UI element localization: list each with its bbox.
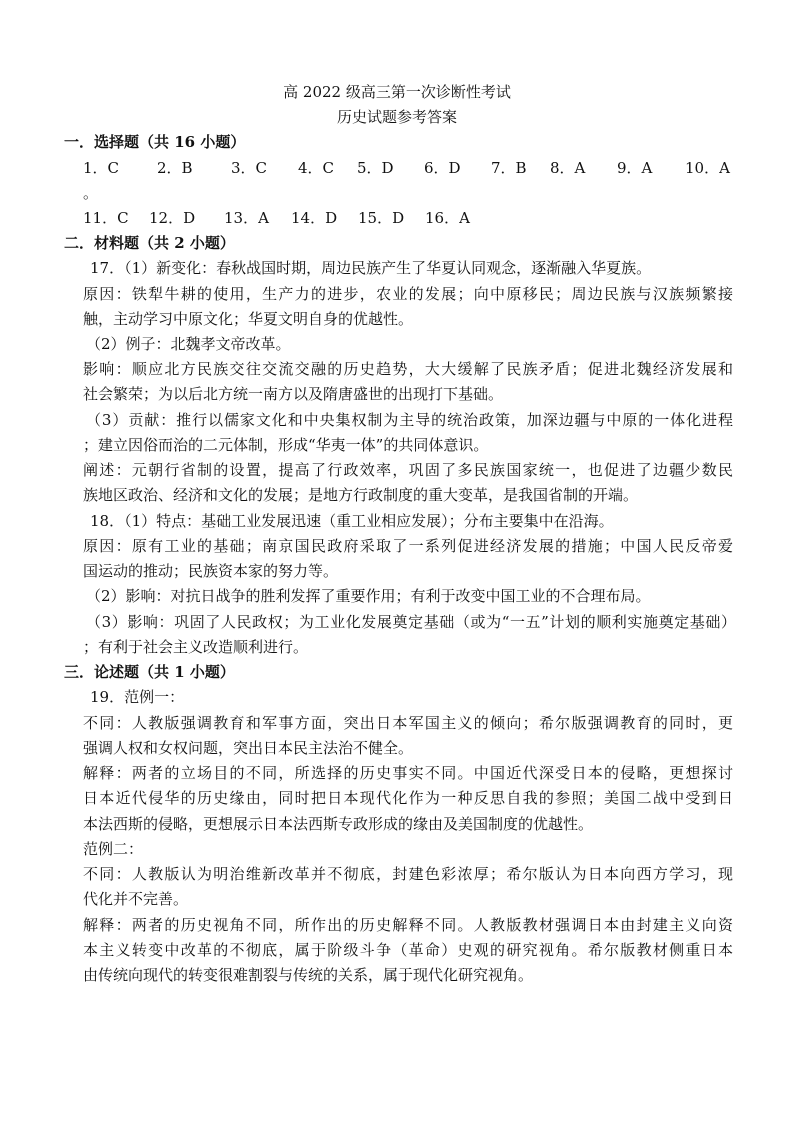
mc-answer: 10．A <box>685 159 730 177</box>
mc-answer: 6．D <box>424 159 461 177</box>
answer-line: ；有利于社会主义改造顺利进行。 <box>83 638 309 656</box>
answer-line: 解释：两者的历史视角不同，所作出的历史解释不同。人教版教材强调日本由封建主义向资 <box>83 916 733 934</box>
answer-line: （2）例子：北魏孝文帝改革。 <box>86 335 291 353</box>
section-heading-material: 二．材料题（共 2 小题） <box>64 234 235 252</box>
answer-line: 17．（1）新变化：春秋战国时期，周边民族产生了华夏认同观念，逐渐融入华夏族。 <box>90 259 652 277</box>
answer-line: 不同：人教版认为明治维新改革并不彻底，封建色彩浓厚；希尔版认为日本向西方学习，现 <box>83 865 733 883</box>
answer-line: 原因：铁犁牛耕的使用，生产力的进步，农业的发展；向中原移民；周边民族与汉族频繁接 <box>83 285 733 303</box>
answer-line: 范例二： <box>83 840 144 858</box>
section-heading-multiple-choice: 一．选择题（共 16 小题） <box>64 133 246 151</box>
answer-line: 社会繁荣；为以后北方统一南方以及隋唐盛世的出现打下基础。 <box>83 385 504 403</box>
mc-answer: 5．D <box>357 159 394 177</box>
page-title: 高 2022 级高三第一次诊断性考试 <box>283 83 511 101</box>
mc-answer: 3．C <box>231 159 268 177</box>
answer-line: 18．（1）特点：基础工业发展迅速（重工业相应发展）；分布主要集中在沿海。 <box>90 512 614 530</box>
section-heading-essay: 三．论述题（共 1 小题） <box>64 663 235 681</box>
page-subtitle: 历史试题参考答案 <box>336 108 457 126</box>
answer-line: 日本近代侵华的历史缘由，同时把日本现代化作为一种反思自我的参照；美国二战中受到日 <box>83 789 733 807</box>
mc-answer: 14．D <box>291 209 338 227</box>
answer-line: （2）影响：对抗日战争的胜利发挥了重要作用；有利于改变中国工业的不合理布局。 <box>86 587 651 605</box>
answer-line: （3）影响：巩固了人民政权；为工业化发展奠定基础（或为“一五”计划的顺利实施奠定基础） <box>86 613 736 631</box>
answer-line: （3）贡献：推行以儒家文化和中央集权制为主导的统治政策，加深边疆与中原的一体化进程 <box>86 411 733 429</box>
answer-line: ；建立因俗而治的二元体制，形成“华夷一体”的共同体意识。 <box>83 436 489 454</box>
answer-line: 解释：两者的立场目的不同，所选择的历史事实不同。中国近代深受日本的侵略，更想探讨 <box>83 764 733 782</box>
answer-line: 代化并不完善。 <box>83 890 189 908</box>
mc-answer: 15．D <box>358 209 405 227</box>
mc-answer: 11．C <box>83 209 129 227</box>
mc-answer-row-1 <box>83 158 743 178</box>
answer-line: 19．范例一： <box>90 688 185 706</box>
mc-answer: 13．A <box>224 209 269 227</box>
mc-answer: 16．A <box>425 209 470 227</box>
answer-line: 由传统向现代的转变很难割裂与传统的关系，属于现代化研究视角。 <box>83 966 534 984</box>
answer-line: 不同：人教版强调教育和军事方面，突出日本军国主义的倾向；希尔版强调教育的同时，更 <box>83 714 733 732</box>
mc-answer: 12．D <box>149 209 196 227</box>
answer-line: 阐述：元朝行省制的设置，提高了行政效率，巩固了多民族国家统一，也促进了边疆少数民 <box>83 461 733 479</box>
mc-answer: 1．C <box>83 159 120 177</box>
mc-trailing-mark: 。 <box>83 184 99 202</box>
answer-line: 本法西斯的侵略，更想展示日本法西斯专政形成的缘由及美国制度的优越性。 <box>83 815 594 833</box>
mc-answer: 2．B <box>157 159 193 177</box>
mc-answer-row-1-trail <box>83 183 123 203</box>
answer-line: 本主义转变中改革的不彻底，属于阶级斗争（革命）史观的研究视角。希尔版教材侧重日本 <box>83 941 733 959</box>
mc-answer: 4．C <box>298 159 335 177</box>
mc-answer: 9．A <box>617 159 653 177</box>
answer-line: 触，主动学习中原文化；华夏文明自身的优越性。 <box>83 310 414 328</box>
mc-answer: 7．B <box>491 159 527 177</box>
answer-line: 强调人权和女权问题，突出日本民主法治不健全。 <box>83 739 414 757</box>
answer-line: 国运动的推动；民族资本家的努力等。 <box>83 562 339 580</box>
answer-line: 原因：原有工业的基础；南京国民政府采取了一系列促进经济发展的措施；中国人民反帝爱 <box>83 537 733 555</box>
answer-line: 族地区政治、经济和文化的发展；是地方行政制度的重大变革，是我国省制的开端。 <box>83 486 639 504</box>
mc-answer-row-2 <box>83 208 523 228</box>
answer-line: 影响：顺应北方民族交往交流交融的历史趋势，大大缓解了民族矛盾；促进北魏经济发展和 <box>83 360 733 378</box>
mc-answer: 8．A <box>550 159 586 177</box>
